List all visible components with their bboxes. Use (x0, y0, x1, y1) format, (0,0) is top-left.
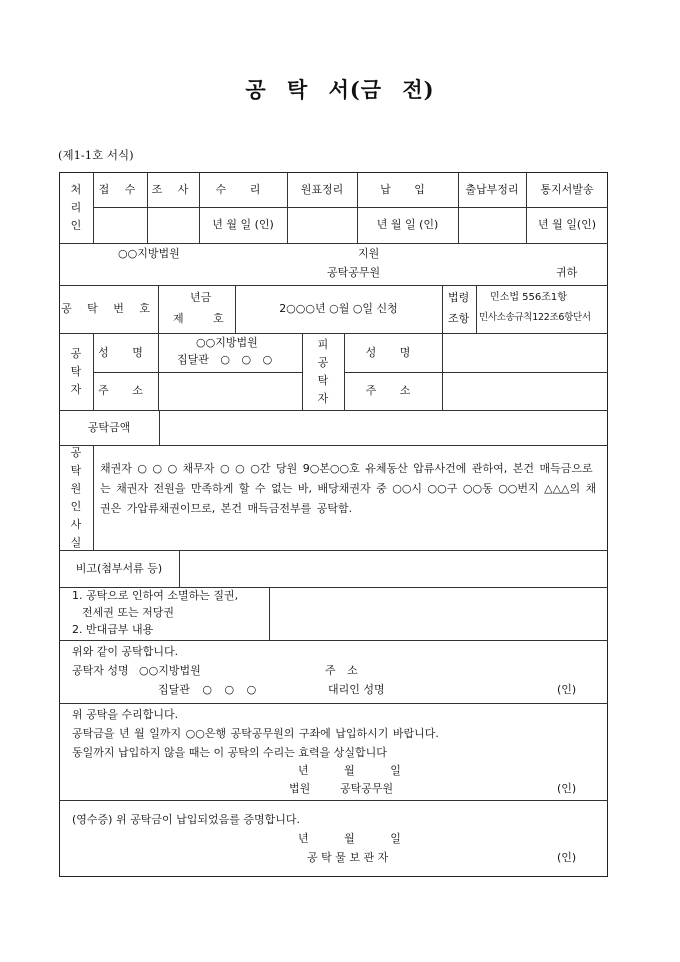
statement-line-1: 위와 같이 공탁합니다. (72, 645, 179, 658)
deposit-number-prefix: 제 (173, 312, 184, 325)
statement-agent-label: 대리인 성명 (328, 683, 385, 696)
amount-field[interactable] (159, 410, 608, 445)
reason-label: 공 탁 원 인 사 실 (70, 445, 82, 549)
depositor-address-field[interactable] (158, 372, 302, 410)
form-number: (제1-1호 서식) (58, 148, 134, 162)
depositee-address-label: 주 소 (365, 384, 421, 398)
depositor-name-court: ○○지방법원 (196, 336, 258, 349)
depositor-name-officer: 집달관 ○ ○ ○ (177, 353, 273, 366)
cashbook-stamp-field[interactable] (458, 207, 526, 243)
document-title: 공 탁 서(금 전) (245, 77, 435, 102)
acceptance-line-2: 공탁금을 년 월 일까지 ○○은행 공탁공무원의 구좌에 납입하시기 바랍니다. (72, 727, 439, 740)
receipt-date: 년 월 일 (298, 832, 401, 845)
deposit-year-label: 년금 (190, 291, 212, 304)
statement-depositor-label: 공탁자 성명 (72, 664, 129, 677)
law-article-1: 민소법 556조1항 (490, 292, 567, 303)
statement-address-label: 주 소 (325, 664, 358, 677)
items-line-2: 전세권 또는 저당권 (82, 606, 175, 619)
statement-depositor-officer: 집달관 ○ ○ ○ (158, 683, 257, 696)
statement-depositor-court: ○○지방법원 (139, 664, 201, 677)
law-article-2: 민사소송규칙122조6항단서 (479, 312, 591, 323)
items-line-1: 1. 공탁으로 인하여 소멸하는 질권, (72, 589, 239, 602)
depositor-name-label: 성 명 (98, 345, 153, 359)
deposit-number-label: 공 탁 번 호 (61, 302, 156, 316)
header-ledger: 원표정리 (300, 182, 344, 196)
header-notice: 통지서발송 (540, 182, 594, 196)
depositee-address-field[interactable] (442, 372, 608, 410)
ledger-stamp-field[interactable] (287, 207, 357, 243)
header-cashbook: 출납부정리 (465, 182, 519, 196)
depositor-address-label: 주 소 (98, 384, 153, 398)
reason-text: 채권자 ○ ○ ○ 채무자 ○ ○ ○간 당원 9○본○○호 유체동산 압류사건에 관하여, 본건 매득금으로는 채권자 전원을 만족하게 할 수 없는 바, 배당채권자 중 ○○시 ○○구 ○○동 ○○번지 △△△의 채권은 가압류채권이므로, 본건 매득금전부를 공탁함. (100, 462, 597, 515)
items-field[interactable] (269, 587, 608, 640)
amount-label: 공탁금액 (87, 420, 131, 434)
depositor-label: 공 탁 자 (70, 346, 82, 396)
header-receipt: 접 수 (98, 182, 142, 196)
remarks-field[interactable] (179, 550, 608, 587)
header-payment: 납 입 (380, 182, 435, 196)
addressee-court: ○○지방법원 (118, 247, 180, 260)
payment-date-field[interactable]: 년 월 일 (인) (376, 218, 439, 232)
application-date: 2○○○년 ○월 ○일 신청 (279, 302, 398, 316)
addressee-branch: 지원 (358, 247, 380, 260)
acceptance-date-field[interactable]: 년 월 일 (인) (212, 218, 274, 232)
acceptance-line-1: 위 공탁을 수리합니다. (72, 708, 179, 721)
depositee-name-field[interactable] (442, 333, 608, 372)
investigation-stamp-field[interactable] (147, 207, 199, 243)
acceptance-court-label: 법원 (289, 782, 311, 795)
notice-date-field[interactable]: 년 월 일(인) (537, 218, 597, 232)
receipt-line-1: (영수증) 위 공탁금이 납입되었음를 증명합니다. (72, 813, 300, 826)
items-line-3: 2. 반대급부 내용 (72, 623, 154, 636)
acceptance-date: 년 월 일 (298, 764, 401, 777)
remarks-label: 비고(첨부서류 등) (75, 561, 163, 575)
processor-label: 처 리 인 (70, 182, 82, 232)
statement-seal: (인) (557, 683, 577, 696)
acceptance-line-3: 동일까지 납입하지 않을 때는 이 공탁의 수리는 효력을 상실합니다 (72, 746, 387, 759)
header-acceptance: 수 리 (215, 182, 271, 196)
addressee-officer: 공탁공무원 (327, 266, 381, 279)
acceptance-officer-label: 공탁공무원 (340, 782, 394, 795)
receipt-seal: (인) (557, 851, 577, 864)
law-label-1: 법령 (448, 291, 470, 304)
header-investigation: 조 사 (151, 182, 195, 196)
acceptance-seal: (인) (557, 782, 577, 795)
law-label-2: 조항 (448, 312, 470, 325)
depositee-name-label: 성 명 (365, 345, 421, 359)
deposit-number-suffix: 호 (213, 312, 224, 325)
depositee-label: 피 공 탁 자 (317, 337, 329, 405)
receipt-custodian-label: 공 탁 물 보 관 자 (307, 851, 389, 864)
addressee-honorific: 귀하 (556, 266, 578, 279)
receipt-stamp-field[interactable] (93, 207, 147, 243)
